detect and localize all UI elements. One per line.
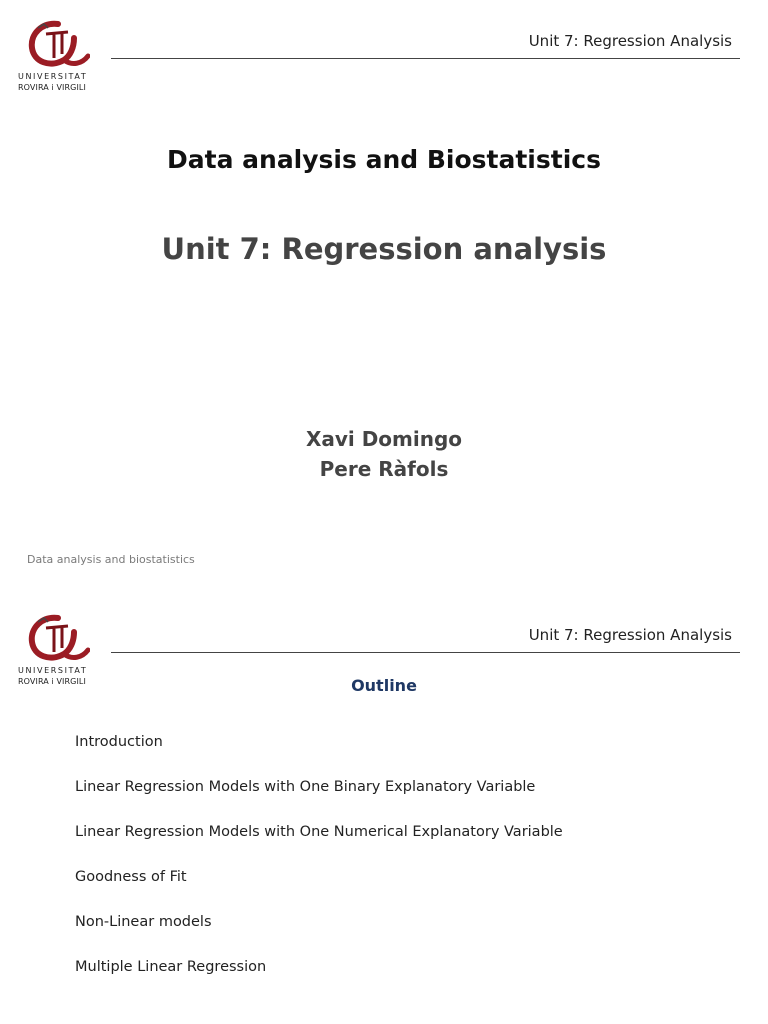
header-divider [111,652,740,653]
course-title: Data analysis and Biostatistics [167,145,601,174]
footer-text: Data analysis and biostatistics [27,553,195,566]
outline-heading: Outline [351,676,417,695]
logo-text-line1: UNIVERSITAT [18,72,88,81]
urv-emblem-icon [24,614,90,664]
authors [0,424,768,484]
author-name: Xavi Domingo [305,427,463,451]
outline-list [75,730,563,1000]
urv-emblem-icon [24,20,90,70]
outline-item: Linear Regression Models with One Binary Explanatory Variable [75,779,536,795]
logo-text-line2: ROVIRA i VIRGILI [18,677,86,686]
header-title: Unit 7: Regression Analysis [528,626,732,644]
unit-title: Unit 7: Regression analysis [161,232,607,266]
logo-text-line2: ROVIRA i VIRGILI [18,83,86,92]
outline-item: Non-Linear models [75,914,212,930]
header-title: Unit 7: Regression Analysis [528,32,732,50]
header-divider [111,58,740,59]
outline-slide [0,594,768,1024]
outline-item: Introduction [75,734,163,750]
university-logo [18,20,96,100]
outline-item: Multiple Linear Regression [75,959,267,975]
logo-text-line1: UNIVERSITAT [18,666,88,675]
author-name: Pere Ràfols [319,457,449,481]
outline-item: Goodness of Fit [75,869,187,885]
outline-item: Linear Regression Models with One Numerical Explanatory Variable [75,824,563,840]
